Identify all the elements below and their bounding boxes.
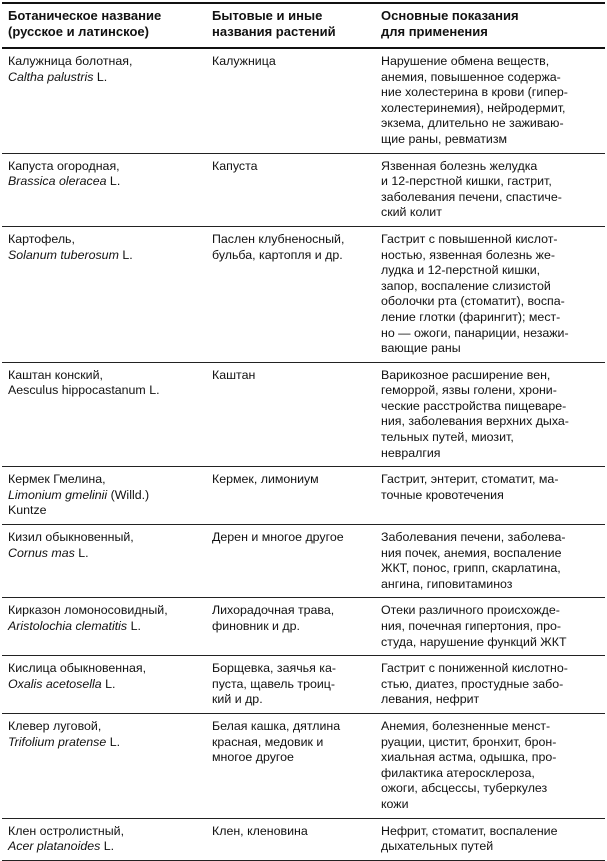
- table-header: [2, 3, 605, 48]
- indication-line: заболевания печени, спастиче-: [381, 189, 562, 204]
- table-row: [2, 48, 605, 153]
- latin-name-line: [8, 488, 204, 504]
- indication-line: стью, диатез, простудные забо-: [381, 676, 564, 691]
- common-name-line: красная, медовик и: [212, 734, 324, 749]
- latin-name: Acer platanoides: [8, 839, 101, 854]
- russian-name: Клевер луговой,: [8, 718, 102, 733]
- header-text: Основные показания: [381, 8, 519, 23]
- indication-line: ческие расстройства пищеваре-: [381, 398, 567, 413]
- indication-line: студа, нарушение функций ЖКТ: [381, 634, 567, 649]
- indication-line: анемия, повышенное содержа-: [381, 69, 561, 84]
- botanical-name-cell: [2, 362, 208, 467]
- indication-line: невралгия: [381, 445, 441, 460]
- common-names-cell: [208, 226, 376, 362]
- russian-name: Кермек Гмелина,: [8, 472, 106, 487]
- russian-name: Клен остролистный,: [8, 823, 125, 838]
- latin-name-line: [8, 174, 204, 190]
- common-names-cell: [208, 467, 376, 525]
- common-name-line: Белая кашка, дятлина: [212, 718, 341, 733]
- indication-line: вающие раны: [381, 341, 461, 356]
- table-row: [2, 818, 605, 860]
- table-row: [2, 713, 605, 818]
- russian-name: Кислица обыкновенная,: [8, 661, 147, 676]
- latin-name: Solanum tuberosum: [8, 247, 119, 262]
- table-row: [2, 598, 605, 656]
- author-abbreviation: Kuntze: [8, 503, 47, 518]
- indications-cell: [376, 656, 605, 714]
- latin-name: Caltha palustris: [8, 69, 94, 84]
- indication-line: лудка и 12-перстной кишки,: [381, 263, 541, 278]
- common-names-cell: [208, 656, 376, 714]
- author-abbreviation: L.: [106, 734, 121, 749]
- indication-line: Нефрит, стоматит, воспаление: [381, 823, 558, 838]
- indication-line: Нарушение обмена веществ,: [381, 54, 550, 68]
- botanical-name-cell: [2, 153, 208, 226]
- author-abbreviation: L.: [101, 676, 116, 691]
- botanical-name-cell: [2, 226, 208, 362]
- header-common-names: [208, 3, 376, 48]
- table-row: [2, 525, 605, 598]
- header-botanical-name: [2, 3, 208, 48]
- indication-line: Заболевания печени, заболева-: [381, 530, 566, 545]
- indication-line: Варикозное расширение вен,: [381, 367, 551, 382]
- botanical-name-cell: [2, 713, 208, 818]
- author-abbreviation: L.: [118, 247, 133, 262]
- latin-name-line: [8, 248, 204, 264]
- botanical-name-cell: [2, 525, 208, 598]
- latin-name-line: [8, 70, 204, 86]
- latin-name-line: [8, 677, 204, 693]
- author-abbreviation: L.: [93, 69, 108, 84]
- indication-line: ние холестерина в крови (гипер-: [381, 85, 568, 100]
- indication-line: руации, цистит, бронхит, брон-: [381, 734, 557, 749]
- latin-name: Brassica oleracea: [8, 174, 107, 189]
- indications-cell: [376, 226, 605, 362]
- author-abbreviation: L.: [106, 174, 121, 189]
- indication-line: ния почек, анемия, воспаление: [381, 545, 562, 560]
- indication-line: филактика атеросклероза,: [381, 765, 535, 780]
- header-row: [2, 3, 605, 48]
- plant-table: [2, 2, 605, 861]
- indication-line: Гастрит с пониженной кислотно-: [381, 661, 568, 676]
- botanical-name-cell: [2, 467, 208, 525]
- indication-line: Гастрит, энтерит, стоматит, ма-: [381, 472, 559, 487]
- latin-name-line: [8, 839, 204, 855]
- common-names-cell: [208, 362, 376, 467]
- common-name-line: Клен, кленовина: [212, 823, 308, 838]
- author-abbreviation: L.: [127, 619, 141, 633]
- indication-line: но — ожоги, панариции, незажи-: [381, 325, 569, 340]
- russian-name: Кизил обыкновенный,: [8, 530, 134, 545]
- indication-line: ожоги, абсцессы, туберкулез: [381, 781, 548, 796]
- indication-line: холестеринемия), нейродермит,: [381, 100, 566, 115]
- latin-name-line: [8, 735, 204, 751]
- indication-line: кожи: [381, 796, 409, 811]
- indication-line: экзема, длительно не заживаю-: [381, 116, 564, 131]
- indication-line: дыхательных путей: [381, 839, 494, 854]
- indications-cell: [376, 818, 605, 860]
- common-name-line: пуста, щавель троиц-: [212, 676, 336, 691]
- common-name-line: Калужница: [212, 54, 276, 68]
- latin-name-line: [8, 546, 204, 562]
- latin-name: Trifolium pratense: [8, 734, 107, 749]
- common-name-line: Борщевка, заячья ка-: [212, 661, 336, 676]
- latin-name: Cornus mas: [8, 545, 75, 560]
- author-abbreviation: L.: [100, 839, 115, 854]
- indication-line: ление глотки (фарингит); мест-: [381, 309, 561, 324]
- russian-name: Картофель,: [8, 231, 75, 246]
- header-text: Ботаническое название: [8, 8, 162, 23]
- common-name-line: Дерен и многое другое: [212, 530, 344, 545]
- indication-line: ностью, язвенная болезнь же-: [381, 247, 555, 262]
- indication-line: ния, заболевания верхних дыха-: [381, 414, 569, 429]
- indication-line: ЖКТ, понос, грипп, скарлатина,: [381, 561, 561, 576]
- header-text: Бытовые и иные: [212, 8, 323, 23]
- russian-name: Калужница болотная,: [8, 54, 133, 68]
- header-text: для применения: [381, 23, 488, 39]
- common-name-line: Капуста: [212, 158, 258, 173]
- common-name-line: бульба, картопля и др.: [212, 247, 343, 262]
- russian-name: Кирказон ломоносовидный,: [8, 603, 168, 618]
- table-row: [2, 226, 605, 362]
- latin-name: Aristolochia clematitis: [8, 619, 128, 633]
- indication-line: геморрой, язвы голени, хрони-: [381, 383, 557, 398]
- botanical-name-cell: [2, 598, 208, 656]
- table-row: [2, 153, 605, 226]
- common-name-line: многое другое: [212, 750, 294, 765]
- indication-line: запор, воспаление слизистой: [381, 278, 551, 293]
- common-names-cell: [208, 525, 376, 598]
- common-name-line: финовник и др.: [212, 619, 300, 633]
- indications-cell: [376, 153, 605, 226]
- common-name-line: Кермек, лимониум: [212, 472, 319, 487]
- indication-line: Анемия, болезненные менст-: [381, 718, 551, 733]
- latin-name: Oxalis acetosella: [8, 676, 102, 691]
- indication-line: и 12-перстной кишки, гастрит,: [381, 174, 552, 189]
- author-abbreviation: L.: [145, 383, 160, 398]
- indication-line: точные кровотечения: [381, 487, 504, 502]
- header-text: (русское и латинское): [8, 23, 149, 39]
- indication-line: хиальная астма, одышка, про-: [381, 750, 557, 765]
- header-indications: [376, 3, 605, 48]
- table-row: [2, 362, 605, 467]
- indications-cell: [376, 713, 605, 818]
- indications-cell: [376, 598, 605, 656]
- table-row: [2, 467, 605, 525]
- indications-cell: [376, 362, 605, 467]
- indication-line: ния, почечная гипертония, про-: [381, 619, 562, 633]
- indication-line: Язвенная болезнь желудка: [381, 158, 538, 173]
- header-text: названия растений: [212, 23, 336, 39]
- indications-cell: [376, 48, 605, 153]
- russian-name: Каштан конский,: [8, 367, 103, 382]
- indication-line: ский колит: [381, 205, 442, 220]
- latin-name: Limonium gmelinii: [8, 487, 108, 502]
- common-names-cell: [208, 48, 376, 153]
- botanical-name-cell: [2, 818, 208, 860]
- table-row: [2, 656, 605, 714]
- russian-name: Капуста огородная,: [8, 158, 120, 173]
- latin-name: Aesculus hippocastanum: [8, 383, 146, 398]
- common-name-line: кий и др.: [212, 692, 263, 707]
- latin-name-line: [8, 383, 204, 399]
- common-names-cell: [208, 818, 376, 860]
- common-names-cell: [208, 153, 376, 226]
- latin-name-line: [8, 619, 204, 635]
- indications-cell: [376, 525, 605, 598]
- table-body: [2, 48, 605, 860]
- indications-cell: [376, 467, 605, 525]
- botanical-name-cell: [2, 48, 208, 153]
- indication-line: левания, нефрит: [381, 692, 480, 707]
- common-names-cell: [208, 598, 376, 656]
- botanical-name-cell: [2, 656, 208, 714]
- indication-line: Гастрит с повышенной кислот-: [381, 231, 558, 246]
- author-abbreviation: L.: [74, 545, 89, 560]
- indication-line: щие раны, ревматизм: [381, 131, 508, 146]
- common-name-line: Каштан: [212, 367, 256, 382]
- indication-line: ангина, гиповитаминоз: [381, 576, 513, 591]
- common-names-cell: [208, 713, 376, 818]
- common-name-line: Паслен клубненосный,: [212, 231, 345, 246]
- common-name-line: Лихорадочная трава,: [212, 603, 335, 618]
- indication-line: тельных путей, миозит,: [381, 430, 514, 445]
- indication-line: Отеки различного происхожде-: [381, 603, 560, 618]
- author-abbreviation: (Willd.): [107, 487, 150, 502]
- indication-line: оболочки рта (стоматит), воспа-: [381, 294, 565, 309]
